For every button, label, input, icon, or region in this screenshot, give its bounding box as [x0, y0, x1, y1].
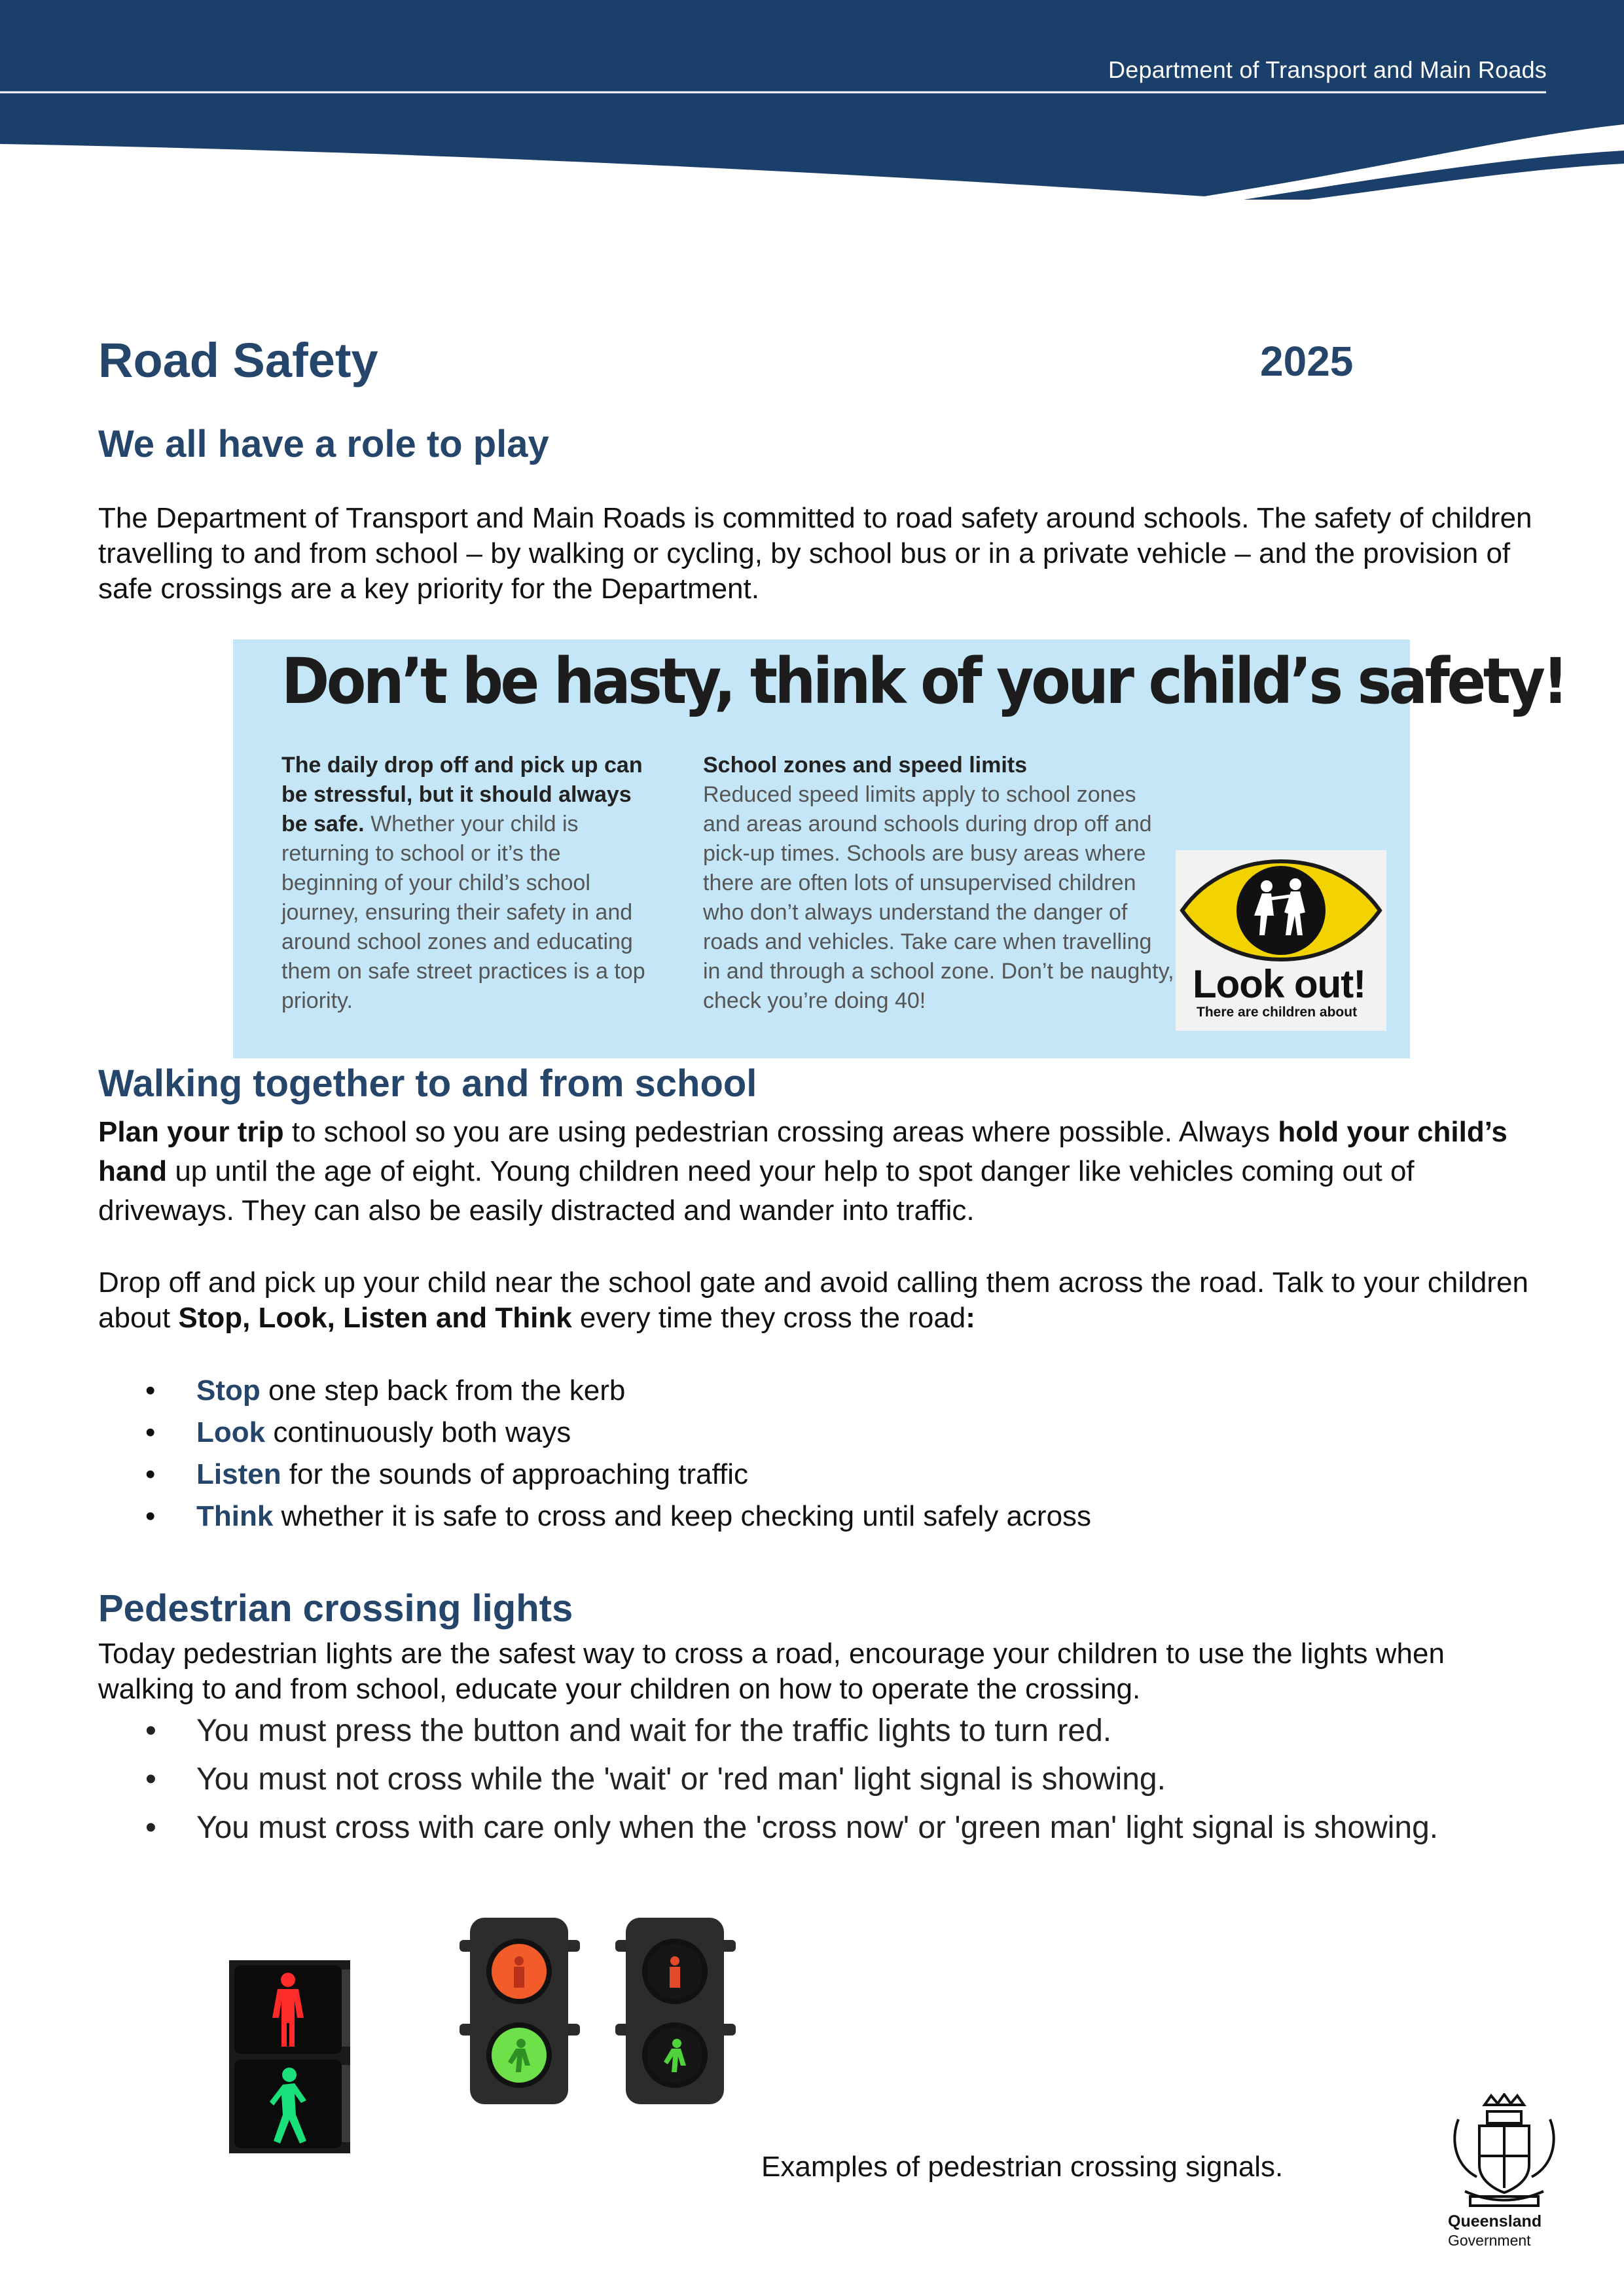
walking-p2-colon: : — [965, 1302, 975, 1334]
page-header — [0, 0, 1624, 203]
walking-p2-text-a: Drop off and pick up your child near the school gate and avoid calling them across the road. Talk to your children about — [98, 1266, 1528, 1334]
queensland-government-logo — [1439, 2093, 1570, 2253]
header-swoosh-graphic — [0, 0, 1624, 203]
list-item: • You must not cross while the 'wait' or 'red man' light signal is showing. — [98, 1755, 1571, 1804]
banner-col1-bold: The daily drop off and pick up can be stressful, but it should always be safe. — [281, 753, 643, 836]
list-item: • You must press the button and wait for the traffic lights to turn red. — [98, 1707, 1571, 1755]
pedestrian-signal-lit-image — [452, 1918, 586, 2104]
coat-of-arms-icon — [1439, 2093, 1570, 2211]
crossing-intro — [98, 1636, 1545, 1707]
list-item — [98, 1412, 1538, 1454]
logo-line-2: Government — [1448, 2232, 1531, 2249]
walking-p1-text-a: to school so you are using pedestrian crossing areas where possible. Always — [283, 1116, 1278, 1148]
page-title: Road Safety — [98, 333, 378, 387]
walking-paragraph-2 — [98, 1265, 1545, 1336]
banner-col2-heading: School zones and speed limits — [703, 753, 1027, 778]
bullet-key: Stop — [196, 1374, 261, 1407]
walking-p1-text-b: up until the age of eight. Young children need your help to spot danger like vehicles coming out of driveways. They can also be easily distracted and wander into traffic. — [98, 1155, 1415, 1227]
signals-caption: Examples of pedestrian crossing signals. — [761, 2151, 1284, 2183]
banner-column-dropoff — [281, 751, 648, 1016]
list-item — [98, 1454, 1538, 1496]
crossing-heading: Pedestrian crossing lights — [98, 1587, 573, 1630]
subtitle: We all have a role to play — [98, 423, 549, 465]
hold-hand-bold: hold your child’s hand — [98, 1116, 1507, 1187]
sign-title: Look out! — [1193, 962, 1366, 1006]
pedestrian-signal-led-image — [229, 1960, 350, 2153]
banner-col1-text: Whether your child is returning to school or it’s the beginning of your child’s school journey, ensuring their safety in and around school zones and educating them on safe street practices is a top priority. — [281, 812, 645, 1013]
banner-column-school-zones — [703, 751, 1174, 1016]
intro-text: The Department of Transport and Main Roads is committed to road safety around schools. The safety of children travelling to and from school – by walking or cycling, by school bus or in a private vehicle – and the provision of safe crossings are a key priority for the Department. — [98, 502, 1532, 605]
bullet-text: for the sounds of approaching traffic — [281, 1458, 748, 1490]
safety-banner — [233, 639, 1566, 1058]
bullet-text: whether it is safe to cross and keep checking until safely across — [273, 1500, 1092, 1532]
department-name: Department of Transport and Main Roads — [1108, 56, 1547, 83]
year-label: 2025 — [1260, 338, 1354, 385]
bullet-text: one step back from the kerb — [260, 1374, 626, 1407]
plan-trip-bold: Plan your trip — [98, 1116, 284, 1148]
walking-paragraph-1 — [98, 1113, 1545, 1230]
stop-look-listen-think-list — [98, 1370, 1538, 1537]
crossing-intro-text: Today pedestrian lights are the safest way to cross a road, encourage your children to use the lights when walking to and from school, educate your children on how to operate the crossing. — [98, 1638, 1445, 1705]
bullet-key: Think — [196, 1500, 274, 1532]
bullet-text: continuously both ways — [265, 1416, 571, 1448]
list-item — [98, 1370, 1538, 1412]
banner-headline: Don’t be hasty, think of your child’s safety! — [281, 645, 1566, 718]
walking-heading: Walking together to and from school — [98, 1062, 757, 1105]
sign-subtitle: There are children about — [1197, 1005, 1358, 1020]
banner-col2-text: Reduced speed limits apply to school zones and areas around schools during drop off and pick-up times. Schools are busy areas where there are often lots of unsupervised children who don’t always understand the danger of roads and vehicles. Take care when travelling in and through a school zone. Don’t be naughty, check you’re doing 40! — [703, 782, 1174, 1013]
list-item — [98, 1496, 1538, 1537]
bullet-key: Listen — [196, 1458, 281, 1490]
pedestrian-signal-unlit-image — [607, 1918, 742, 2104]
intro-paragraph — [98, 501, 1545, 607]
bullet-key: Look — [196, 1416, 266, 1448]
list-item: • You must cross with care only when the 'cross now' or 'green man' light signal is showing. — [98, 1804, 1571, 1852]
crossing-rules-list — [98, 1707, 1571, 1852]
logo-line-1: Queensland — [1448, 2212, 1542, 2231]
look-out-sign — [1176, 850, 1386, 1031]
stop-look-listen-think-bold: Stop, Look, Listen and Think — [178, 1302, 572, 1334]
walking-p2-text-b: every time they cross the road — [571, 1302, 966, 1334]
